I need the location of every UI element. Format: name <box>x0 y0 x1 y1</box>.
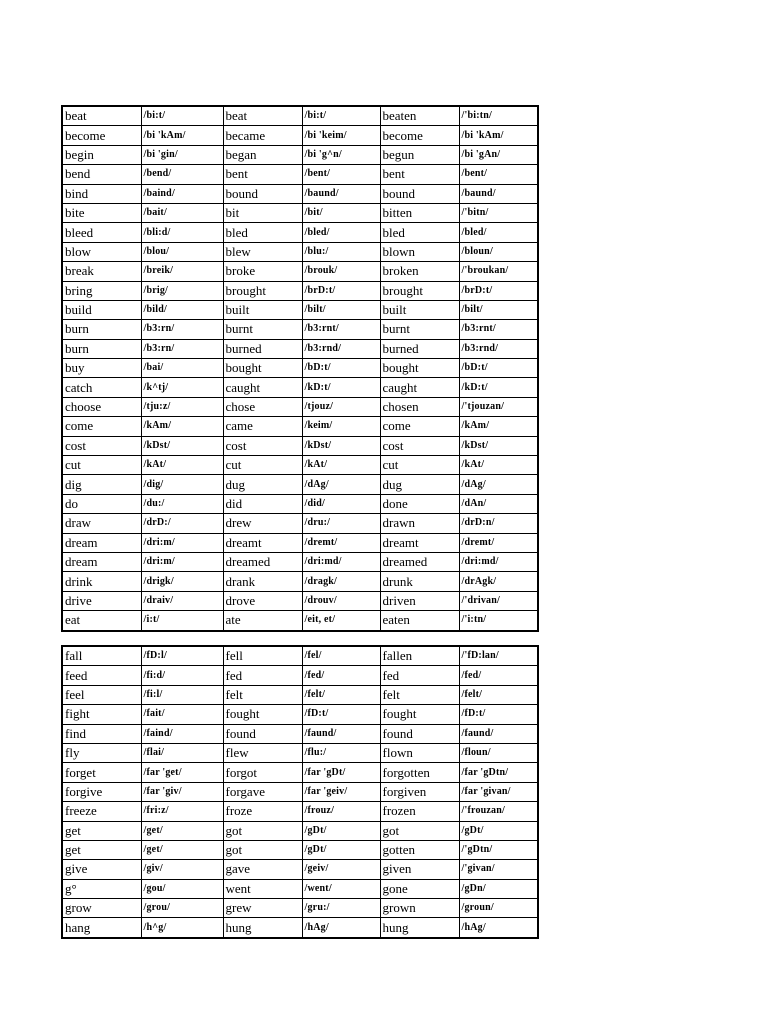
past-participle-cell: flown <box>380 743 459 762</box>
past-participle-cell: given <box>380 860 459 879</box>
past-participle-cell: forgiven <box>380 782 459 801</box>
base-phonetic-cell: /bi:t/ <box>141 106 223 126</box>
past-simple-cell: flew <box>223 743 302 762</box>
past-participle-phonetic-cell: /baund/ <box>459 184 538 203</box>
past-participle-phonetic-cell: /fD:t/ <box>459 705 538 724</box>
past-simple-cell: forgave <box>223 782 302 801</box>
past-simple-phonetic-cell: /fel/ <box>302 646 380 666</box>
past-simple-cell: went <box>223 879 302 898</box>
past-participle-phonetic-cell: /b3:rnd/ <box>459 339 538 358</box>
past-simple-cell: fell <box>223 646 302 666</box>
past-participle-phonetic-cell: /bilt/ <box>459 300 538 319</box>
past-simple-phonetic-cell: /dremt/ <box>302 533 380 552</box>
base-form-cell: dream <box>62 552 141 571</box>
past-simple-cell: grew <box>223 899 302 918</box>
table-row <box>62 763 538 782</box>
base-form-cell: get <box>62 821 141 840</box>
table-row <box>62 397 538 416</box>
table-row <box>62 782 538 801</box>
past-simple-phonetic-cell: /geiv/ <box>302 860 380 879</box>
base-phonetic-cell: /bai/ <box>141 359 223 378</box>
past-simple-cell: forgot <box>223 763 302 782</box>
base-form-cell: fight <box>62 705 141 724</box>
table-row <box>62 821 538 840</box>
past-simple-cell: chose <box>223 397 302 416</box>
past-simple-cell: beat <box>223 106 302 126</box>
past-participle-phonetic-cell: /b3:rnt/ <box>459 320 538 339</box>
base-form-cell: find <box>62 724 141 743</box>
past-simple-phonetic-cell: /far 'gDt/ <box>302 763 380 782</box>
base-phonetic-cell: /dri:m/ <box>141 533 223 552</box>
past-simple-phonetic-cell: /bi 'g^n/ <box>302 145 380 164</box>
base-phonetic-cell: /breik/ <box>141 262 223 281</box>
base-form-cell: fall <box>62 646 141 666</box>
table-row <box>62 552 538 571</box>
past-participle-phonetic-cell: /'bitn/ <box>459 203 538 222</box>
table-row <box>62 840 538 859</box>
past-simple-phonetic-cell: /brD:t/ <box>302 281 380 300</box>
past-simple-phonetic-cell: /gDt/ <box>302 821 380 840</box>
verb-table-a-e <box>61 105 539 632</box>
base-phonetic-cell: /get/ <box>141 840 223 859</box>
past-simple-phonetic-cell: /dragk/ <box>302 572 380 591</box>
table-row <box>62 705 538 724</box>
past-participle-phonetic-cell: /'broukan/ <box>459 262 538 281</box>
base-phonetic-cell: /fait/ <box>141 705 223 724</box>
base-form-cell: draw <box>62 514 141 533</box>
past-participle-phonetic-cell: /dri:md/ <box>459 552 538 571</box>
past-simple-cell: got <box>223 840 302 859</box>
base-form-cell: drive <box>62 591 141 610</box>
past-simple-phonetic-cell: /fed/ <box>302 666 380 685</box>
past-simple-cell: dug <box>223 475 302 494</box>
past-simple-phonetic-cell: /dru:/ <box>302 514 380 533</box>
past-participle-cell: driven <box>380 591 459 610</box>
past-simple-phonetic-cell: /b3:rnd/ <box>302 339 380 358</box>
past-simple-phonetic-cell: /tjouz/ <box>302 397 380 416</box>
past-participle-phonetic-cell: /dremt/ <box>459 533 538 552</box>
table-row <box>62 281 538 300</box>
past-simple-cell: cut <box>223 456 302 475</box>
table-row <box>62 300 538 319</box>
past-participle-phonetic-cell: /drAgk/ <box>459 572 538 591</box>
base-form-cell: forgive <box>62 782 141 801</box>
base-form-cell: cut <box>62 456 141 475</box>
past-simple-cell: bought <box>223 359 302 378</box>
past-simple-phonetic-cell: /eit, et/ <box>302 611 380 631</box>
table-row <box>62 145 538 164</box>
past-participle-cell: beaten <box>380 106 459 126</box>
base-form-cell: build <box>62 300 141 319</box>
base-form-cell: burn <box>62 339 141 358</box>
past-participle-phonetic-cell: /bled/ <box>459 223 538 242</box>
past-simple-phonetic-cell: /drouv/ <box>302 591 380 610</box>
table-row <box>62 436 538 455</box>
past-participle-phonetic-cell: /fed/ <box>459 666 538 685</box>
base-phonetic-cell: /far 'giv/ <box>141 782 223 801</box>
past-participle-cell: chosen <box>380 397 459 416</box>
past-simple-cell: began <box>223 145 302 164</box>
past-participle-cell: built <box>380 300 459 319</box>
past-participle-phonetic-cell: /kD:t/ <box>459 378 538 397</box>
past-participle-cell: bound <box>380 184 459 203</box>
base-form-cell: eat <box>62 611 141 631</box>
past-simple-phonetic-cell: /frouz/ <box>302 802 380 821</box>
base-form-cell: become <box>62 126 141 145</box>
past-simple-phonetic-cell: /flu:/ <box>302 743 380 762</box>
base-form-cell: begin <box>62 145 141 164</box>
base-form-cell: give <box>62 860 141 879</box>
past-participle-cell: cut <box>380 456 459 475</box>
past-simple-cell: dreamt <box>223 533 302 552</box>
base-phonetic-cell: /drigk/ <box>141 572 223 591</box>
past-participle-phonetic-cell: /'i:tn/ <box>459 611 538 631</box>
base-form-cell: blow <box>62 242 141 261</box>
past-participle-phonetic-cell: /faund/ <box>459 724 538 743</box>
past-participle-cell: dug <box>380 475 459 494</box>
base-phonetic-cell: /bi 'kAm/ <box>141 126 223 145</box>
table-row <box>62 860 538 879</box>
past-simple-phonetic-cell: /far 'geiv/ <box>302 782 380 801</box>
past-simple-phonetic-cell: /kD:t/ <box>302 378 380 397</box>
past-participle-phonetic-cell: /drD:n/ <box>459 514 538 533</box>
past-participle-phonetic-cell: /groun/ <box>459 899 538 918</box>
base-phonetic-cell: /drD:/ <box>141 514 223 533</box>
past-participle-cell: eaten <box>380 611 459 631</box>
past-participle-phonetic-cell: /dAg/ <box>459 475 538 494</box>
table-row <box>62 899 538 918</box>
base-phonetic-cell: /fri:z/ <box>141 802 223 821</box>
base-form-cell: freeze <box>62 802 141 821</box>
base-form-cell: bend <box>62 165 141 184</box>
table-row <box>62 456 538 475</box>
base-phonetic-cell: /blou/ <box>141 242 223 261</box>
table-row <box>62 417 538 436</box>
past-participle-phonetic-cell: /felt/ <box>459 685 538 704</box>
base-form-cell: bind <box>62 184 141 203</box>
past-simple-cell: caught <box>223 378 302 397</box>
past-participle-cell: come <box>380 417 459 436</box>
past-simple-phonetic-cell: /dAg/ <box>302 475 380 494</box>
past-simple-phonetic-cell: /dri:md/ <box>302 552 380 571</box>
base-form-cell: buy <box>62 359 141 378</box>
past-participle-cell: felt <box>380 685 459 704</box>
past-participle-phonetic-cell: /bi 'gAn/ <box>459 145 538 164</box>
table-row <box>62 378 538 397</box>
base-form-cell: g° <box>62 879 141 898</box>
past-participle-cell: bled <box>380 223 459 242</box>
base-form-cell: grow <box>62 899 141 918</box>
past-simple-phonetic-cell: /kDst/ <box>302 436 380 455</box>
past-participle-cell: found <box>380 724 459 743</box>
past-participle-cell: grown <box>380 899 459 918</box>
base-phonetic-cell: /faind/ <box>141 724 223 743</box>
past-simple-phonetic-cell: /felt/ <box>302 685 380 704</box>
past-simple-phonetic-cell: /went/ <box>302 879 380 898</box>
base-phonetic-cell: /giv/ <box>141 860 223 879</box>
past-participle-cell: drunk <box>380 572 459 591</box>
past-participle-phonetic-cell: /'fD:lan/ <box>459 646 538 666</box>
past-simple-phonetic-cell: /bled/ <box>302 223 380 242</box>
table-row <box>62 918 538 938</box>
base-phonetic-cell: /kAm/ <box>141 417 223 436</box>
past-participle-cell: broken <box>380 262 459 281</box>
past-simple-cell: drank <box>223 572 302 591</box>
past-simple-phonetic-cell: /keim/ <box>302 417 380 436</box>
past-simple-phonetic-cell: /gru:/ <box>302 899 380 918</box>
past-participle-phonetic-cell: /'gDtn/ <box>459 840 538 859</box>
base-phonetic-cell: /bild/ <box>141 300 223 319</box>
past-participle-cell: cost <box>380 436 459 455</box>
past-participle-phonetic-cell: /kAm/ <box>459 417 538 436</box>
table-row <box>62 879 538 898</box>
base-form-cell: bring <box>62 281 141 300</box>
past-simple-cell: broke <box>223 262 302 281</box>
base-form-cell: get <box>62 840 141 859</box>
base-phonetic-cell: /b3:rn/ <box>141 320 223 339</box>
base-phonetic-cell: /bait/ <box>141 203 223 222</box>
past-simple-cell: drove <box>223 591 302 610</box>
table-row <box>62 611 538 631</box>
base-form-cell: do <box>62 494 141 513</box>
past-simple-cell: burnt <box>223 320 302 339</box>
past-participle-phonetic-cell: /bi 'kAm/ <box>459 126 538 145</box>
past-simple-cell: felt <box>223 685 302 704</box>
past-simple-cell: bled <box>223 223 302 242</box>
base-phonetic-cell: /bli:d/ <box>141 223 223 242</box>
base-phonetic-cell: /draiv/ <box>141 591 223 610</box>
verb-table-f-h <box>61 645 539 939</box>
past-participle-cell: bent <box>380 165 459 184</box>
past-simple-phonetic-cell: /bit/ <box>302 203 380 222</box>
past-simple-phonetic-cell: /bi 'keim/ <box>302 126 380 145</box>
base-phonetic-cell: /dri:m/ <box>141 552 223 571</box>
past-participle-cell: brought <box>380 281 459 300</box>
base-phonetic-cell: /dig/ <box>141 475 223 494</box>
base-phonetic-cell: /brig/ <box>141 281 223 300</box>
past-participle-cell: forgotten <box>380 763 459 782</box>
base-form-cell: catch <box>62 378 141 397</box>
past-simple-cell: brought <box>223 281 302 300</box>
past-simple-phonetic-cell: /bilt/ <box>302 300 380 319</box>
past-simple-cell: drew <box>223 514 302 533</box>
base-phonetic-cell: /flai/ <box>141 743 223 762</box>
past-simple-phonetic-cell: /brouk/ <box>302 262 380 281</box>
base-phonetic-cell: /gou/ <box>141 879 223 898</box>
base-phonetic-cell: /du:/ <box>141 494 223 513</box>
past-simple-phonetic-cell: /did/ <box>302 494 380 513</box>
table-row <box>62 646 538 666</box>
past-participle-cell: got <box>380 821 459 840</box>
past-simple-phonetic-cell: /kAt/ <box>302 456 380 475</box>
past-participle-cell: fought <box>380 705 459 724</box>
base-form-cell: burn <box>62 320 141 339</box>
past-participle-cell: burnt <box>380 320 459 339</box>
base-form-cell: bleed <box>62 223 141 242</box>
table-row <box>62 591 538 610</box>
past-simple-cell: fought <box>223 705 302 724</box>
base-form-cell: beat <box>62 106 141 126</box>
base-phonetic-cell: /tju:z/ <box>141 397 223 416</box>
past-participle-phonetic-cell: /floun/ <box>459 743 538 762</box>
past-participle-phonetic-cell: /kDst/ <box>459 436 538 455</box>
base-phonetic-cell: /k^tj/ <box>141 378 223 397</box>
base-phonetic-cell: /grou/ <box>141 899 223 918</box>
base-phonetic-cell: /kAt/ <box>141 456 223 475</box>
base-phonetic-cell: /fi:d/ <box>141 666 223 685</box>
past-participle-cell: gotten <box>380 840 459 859</box>
table-row <box>62 339 538 358</box>
past-simple-cell: burned <box>223 339 302 358</box>
past-simple-cell: did <box>223 494 302 513</box>
table-row <box>62 359 538 378</box>
past-simple-cell: got <box>223 821 302 840</box>
past-simple-phonetic-cell: /hAg/ <box>302 918 380 938</box>
past-participle-phonetic-cell: /'frouzan/ <box>459 802 538 821</box>
base-phonetic-cell: /i:t/ <box>141 611 223 631</box>
past-simple-cell: bit <box>223 203 302 222</box>
past-participle-phonetic-cell: /kAt/ <box>459 456 538 475</box>
past-participle-phonetic-cell: /far 'gDtn/ <box>459 763 538 782</box>
table-row <box>62 685 538 704</box>
base-phonetic-cell: /bi 'gin/ <box>141 145 223 164</box>
past-participle-phonetic-cell: /brD:t/ <box>459 281 538 300</box>
past-simple-cell: bent <box>223 165 302 184</box>
base-phonetic-cell: /bend/ <box>141 165 223 184</box>
table-row <box>62 514 538 533</box>
past-participle-cell: begun <box>380 145 459 164</box>
past-simple-cell: froze <box>223 802 302 821</box>
table-row <box>62 184 538 203</box>
past-simple-phonetic-cell: /blu:/ <box>302 242 380 261</box>
past-simple-phonetic-cell: /bD:t/ <box>302 359 380 378</box>
base-phonetic-cell: /far 'get/ <box>141 763 223 782</box>
past-simple-cell: found <box>223 724 302 743</box>
past-participle-phonetic-cell: /hAg/ <box>459 918 538 938</box>
past-simple-phonetic-cell: /fD:t/ <box>302 705 380 724</box>
table-row <box>62 106 538 126</box>
table-row <box>62 242 538 261</box>
past-simple-phonetic-cell: /bi:t/ <box>302 106 380 126</box>
table-row <box>62 475 538 494</box>
past-participle-phonetic-cell: /'drivan/ <box>459 591 538 610</box>
past-simple-cell: built <box>223 300 302 319</box>
past-participle-cell: fallen <box>380 646 459 666</box>
past-participle-phonetic-cell: /bent/ <box>459 165 538 184</box>
past-participle-cell: hung <box>380 918 459 938</box>
base-form-cell: cost <box>62 436 141 455</box>
base-form-cell: hang <box>62 918 141 938</box>
table-row <box>62 223 538 242</box>
table-row <box>62 666 538 685</box>
past-participle-phonetic-cell: /dAn/ <box>459 494 538 513</box>
base-form-cell: dream <box>62 533 141 552</box>
base-form-cell: drink <box>62 572 141 591</box>
base-phonetic-cell: /kDst/ <box>141 436 223 455</box>
past-participle-phonetic-cell: /'bi:tn/ <box>459 106 538 126</box>
base-phonetic-cell: /h^g/ <box>141 918 223 938</box>
base-phonetic-cell: /b3:rn/ <box>141 339 223 358</box>
base-phonetic-cell: /get/ <box>141 821 223 840</box>
past-participle-cell: bought <box>380 359 459 378</box>
past-participle-cell: become <box>380 126 459 145</box>
base-form-cell: feed <box>62 666 141 685</box>
base-form-cell: bite <box>62 203 141 222</box>
base-phonetic-cell: /baind/ <box>141 184 223 203</box>
table-row <box>62 262 538 281</box>
past-simple-phonetic-cell: /bent/ <box>302 165 380 184</box>
past-participle-phonetic-cell: /far 'givan/ <box>459 782 538 801</box>
past-participle-cell: done <box>380 494 459 513</box>
base-form-cell: dig <box>62 475 141 494</box>
past-participle-cell: blown <box>380 242 459 261</box>
past-simple-phonetic-cell: /baund/ <box>302 184 380 203</box>
table-row <box>62 802 538 821</box>
past-participle-cell: bitten <box>380 203 459 222</box>
table-row <box>62 203 538 222</box>
table-row <box>62 743 538 762</box>
past-simple-cell: bound <box>223 184 302 203</box>
past-participle-cell: caught <box>380 378 459 397</box>
past-participle-phonetic-cell: /'givan/ <box>459 860 538 879</box>
past-participle-phonetic-cell: /bD:t/ <box>459 359 538 378</box>
base-form-cell: feel <box>62 685 141 704</box>
past-simple-cell: fed <box>223 666 302 685</box>
past-participle-cell: dreamed <box>380 552 459 571</box>
past-simple-cell: blew <box>223 242 302 261</box>
past-participle-phonetic-cell: /'tjouzan/ <box>459 397 538 416</box>
past-participle-cell: fed <box>380 666 459 685</box>
past-simple-cell: cost <box>223 436 302 455</box>
past-simple-cell: gave <box>223 860 302 879</box>
table-row <box>62 320 538 339</box>
past-participle-cell: dreamt <box>380 533 459 552</box>
base-form-cell: break <box>62 262 141 281</box>
past-simple-cell: dreamed <box>223 552 302 571</box>
table-row <box>62 533 538 552</box>
base-form-cell: fly <box>62 743 141 762</box>
base-phonetic-cell: /fi:l/ <box>141 685 223 704</box>
past-participle-phonetic-cell: /gDt/ <box>459 821 538 840</box>
past-participle-cell: drawn <box>380 514 459 533</box>
past-simple-cell: came <box>223 417 302 436</box>
past-participle-phonetic-cell: /bloun/ <box>459 242 538 261</box>
table-row <box>62 165 538 184</box>
past-simple-cell: ate <box>223 611 302 631</box>
base-form-cell: forget <box>62 763 141 782</box>
past-simple-phonetic-cell: /faund/ <box>302 724 380 743</box>
base-form-cell: come <box>62 417 141 436</box>
past-participle-cell: frozen <box>380 802 459 821</box>
past-simple-cell: hung <box>223 918 302 938</box>
base-phonetic-cell: /fD:l/ <box>141 646 223 666</box>
past-simple-cell: became <box>223 126 302 145</box>
table-row <box>62 724 538 743</box>
base-form-cell: choose <box>62 397 141 416</box>
past-participle-phonetic-cell: /gDn/ <box>459 879 538 898</box>
table-row <box>62 494 538 513</box>
table-row <box>62 126 538 145</box>
past-participle-cell: burned <box>380 339 459 358</box>
past-simple-phonetic-cell: /gDt/ <box>302 840 380 859</box>
table-row <box>62 572 538 591</box>
past-participle-cell: gone <box>380 879 459 898</box>
past-simple-phonetic-cell: /b3:rnt/ <box>302 320 380 339</box>
